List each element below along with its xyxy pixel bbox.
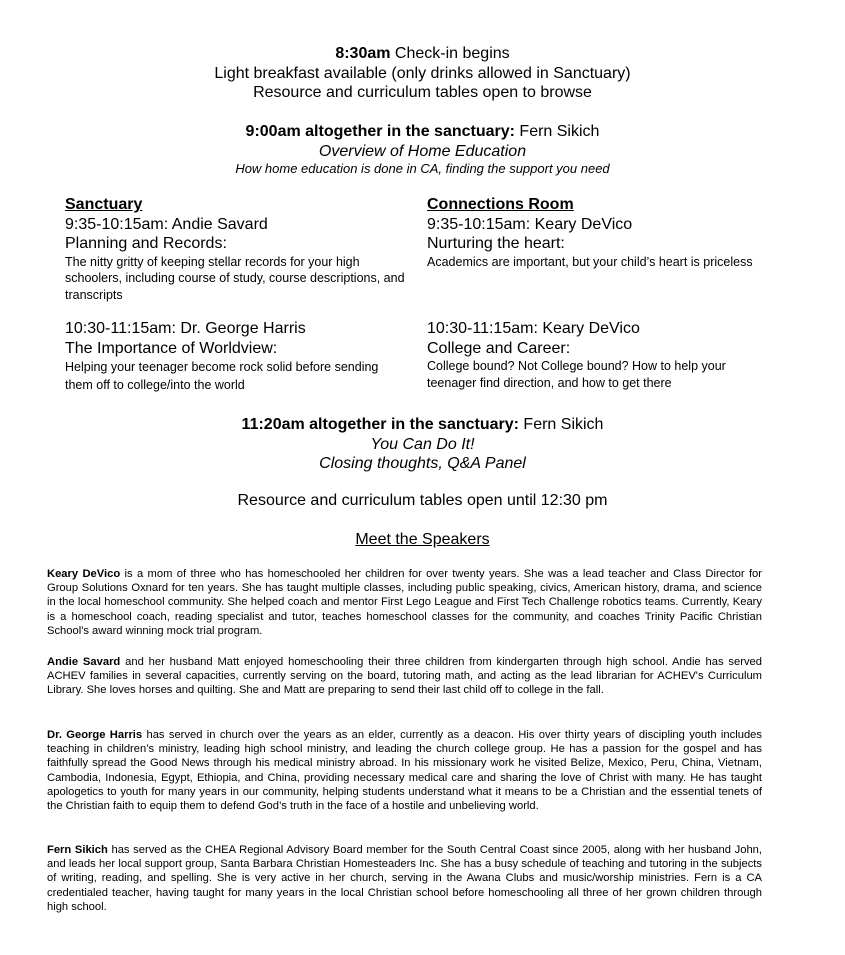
bio-name: Dr. George Harris: [47, 729, 143, 741]
overview-speaker: Fern Sikich: [514, 123, 600, 140]
checkin-title: Check-in begins: [390, 45, 510, 62]
bio-name: Andie Savard: [47, 656, 121, 668]
closing-subtitle: Closing thoughts, Q&A Panel: [319, 455, 526, 472]
closing-lead: 11:20am altogether in the sanctuary:: [241, 416, 519, 433]
bio-text: has served as the CHEA Regional Advisory Board member for the South Central Coast since 2005, along with her husband John, and leads her local support group, Santa Barbara Christian Homesteaders Inc. She has a busy schedule of teaching and tutoring in the subjects of writing, reading, and spelling. She is very active in her church, serving in the Awana Clubs and music/worship ministries. Fern is a CA credentialed teacher, having taught for many years in the local Christian school before homeschooling all three of her grown children through high school.: [47, 844, 762, 913]
session-description: The nitty gritty of keeping stellar records for your high schoolers, including course of study, course descriptions, and transcripts: [65, 254, 405, 302]
bio-george-harris: [47, 728, 762, 813]
connections-session-1: [427, 195, 772, 270]
closing-heading: [0, 415, 845, 435]
sanctuary-heading: Sanctuary: [65, 196, 143, 213]
bio-name: Fern Sikich: [47, 844, 108, 856]
session-time-speaker: 9:35-10:15am: Keary DeVico: [427, 215, 633, 233]
checkin-line: [0, 44, 845, 64]
closing-title: You Can Do It!: [370, 435, 475, 453]
checkin-time: 8:30am: [335, 45, 391, 62]
overview-block: [0, 122, 845, 177]
bio-text: has served in church over the years as an elder, currently as a deacon. His over thirty years of discipling youth includes teaching in children’s ministry, leading high school ministry, and leading the church college group. He has a passion for the gospel and has faithfully spread the Good News through his medical ministry abroad. In his missionary work he visited Belize, Mexico, Peru, China, Vietnam, Cambodia, Indonesia, Egypt, Ethiopia, and China, providing necessary medical care and sharing the love of Christ with many. He has taught apologetics to youth for many years in our community, helping students understand what it means to be a Christian and the essential tenets of the Christian faith to equip them to defend God’s truth in the face of a hostile and unbelieving world.: [47, 729, 762, 813]
session-title: Planning and Records:: [65, 235, 227, 252]
meet-speakers-heading: Meet the Speakers: [355, 531, 490, 548]
closing-speaker: Fern Sikich: [518, 416, 604, 433]
bio-text: is a mom of three who has homeschooled her children for over twenty years. She was a lead teacher and Class Director for Group Solutions Oxnard for ten years. She has taught multiple classes, including public speaking, civics, American history, drama, and science in the local homeschool community. She helped coach and mentor First Lego League and First Tech Challenge robotics teams. Currently, Keary is a homeschool coach, reading specialist and tutor, teaches homeschool classes for the community, and coaches Trinity Pacific Christian School's award winning mock trial program.: [47, 568, 762, 637]
checkin-block: [0, 44, 845, 103]
overview-subtitle: How home education is done in CA, finding the support you need: [235, 161, 610, 176]
sanctuary-session-1: [65, 195, 405, 303]
bio-keary-devico: [47, 567, 762, 638]
session-title: Nurturing the heart:: [427, 235, 565, 252]
session-time-speaker: 10:30-11:15am: Keary DeVico: [427, 320, 640, 337]
overview-title: Overview of Home Education: [318, 142, 527, 160]
breakfast-note: Light breakfast available (only drinks allowed in Sanctuary): [214, 64, 631, 82]
connections-heading: Connections Room: [427, 196, 574, 213]
sanctuary-session-2: [65, 319, 405, 394]
session-description: Helping your teenager become rock solid before sending them off to college/into the world: [65, 360, 379, 392]
session-description: Academics are important, but your child’s heart is priceless: [427, 254, 753, 269]
session-title: College and Career:: [427, 339, 571, 357]
session-description: College bound? Not College bound? How to help your teenager find direction, and how to get there: [427, 359, 726, 390]
overview-lead: 9:00am altogether in the sanctuary:: [245, 123, 515, 140]
tables-browse-note: Resource and curriculum tables open to browse: [253, 84, 592, 101]
session-title: The Importance of Worldview:: [65, 339, 278, 357]
connections-session-2: [427, 319, 772, 391]
bio-fern-sikich: [47, 843, 762, 914]
tables-open-note: Resource and curriculum tables open until 12:30 pm: [237, 492, 608, 509]
closing-block: [0, 415, 845, 474]
bio-name: Keary DeVico: [47, 568, 121, 580]
session-time-speaker: 10:30-11:15am: Dr. George Harris: [65, 320, 306, 337]
session-time-speaker: 9:35-10:15am: Andie Savard: [65, 215, 268, 233]
overview-heading: [0, 122, 845, 142]
bio-text: and her husband Matt enjoyed homeschooling their three children from kindergarten through high school. Andie has served ACHEV families in several capacities, currently serving on the board, tutoring math, and acting as the lead librarian for ACHEV's Curriculum Library. She loves horses and quilting. She and Matt are preparing to send their last child off to college in the fall.: [47, 656, 762, 697]
bio-andie-savard: [47, 655, 762, 698]
